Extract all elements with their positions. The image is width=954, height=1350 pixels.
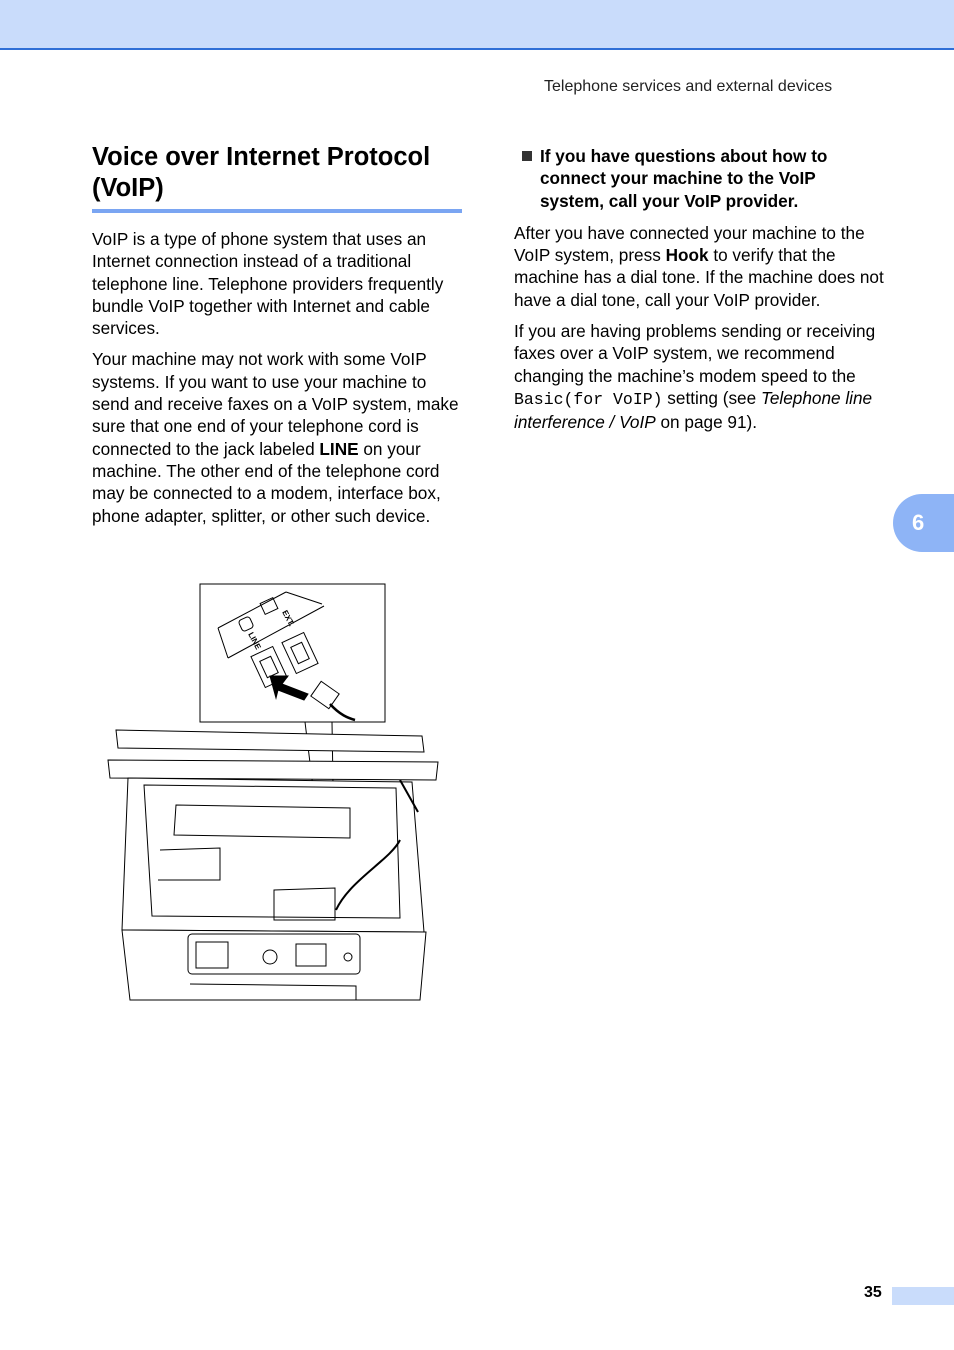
chapter-tab: 6 (893, 494, 954, 552)
page-number: 35 (864, 1284, 882, 1301)
paragraph-text: to verify that the machine has a dial tone. If the machine does not have a dial tone, call your VoIP provider. (514, 245, 884, 310)
machine-body (122, 778, 424, 932)
machine-top-edge (108, 760, 438, 780)
paragraph-text: setting (see (662, 387, 761, 408)
bullet-square-icon (522, 151, 532, 161)
top-band (0, 0, 954, 50)
paragraph-text: After you have connected your machine to the VoIP system, press (514, 222, 865, 266)
cross-reference-link[interactable]: Telephone line interference / VoIP (514, 387, 873, 433)
paragraph-line-jack (92, 348, 462, 526)
setting-name: Basic(for VoIP) (514, 389, 663, 409)
running-header: Telephone services and external devices (544, 78, 833, 95)
control-panel (122, 930, 426, 1000)
hook-label-bold: Hook (665, 245, 709, 266)
illustration-svg (100, 580, 445, 1010)
left-column (92, 142, 462, 527)
machine-line-jack-illustration (100, 580, 445, 1010)
line-label-bold: LINE (319, 438, 359, 459)
paragraph-voip-definition: VoIP is a type of phone system that uses an Internet connection instead of a traditional telephone line. Telephone providers frequently bundle VoIP together with Internet and cable services. (92, 229, 444, 339)
page-number-bar (892, 1287, 954, 1305)
right-column (514, 145, 884, 434)
paragraph-dial-tone (514, 222, 884, 311)
jack-label-line: LINE (246, 630, 263, 652)
paragraph-text: on your machine. The other end of the telephone cord may be connected to a modem, interface box, phone adapter, splitter, or other such device. (92, 438, 441, 526)
section-title: Voice over Internet Protocol (VoIP) (92, 142, 462, 213)
scanner-lid (116, 730, 424, 752)
paragraph-text: If you are having problems sending or receiving faxes over a VoIP system, we recommend changing the machine’s modem speed to the (514, 321, 876, 386)
jack-label-ext: EXT. (280, 608, 297, 628)
zoom-callout-box (200, 584, 385, 722)
paragraph-text: on page 91). (655, 412, 758, 433)
bullet-heading-text: If you have questions about how to connect your machine to the VoIP system, call your VoIP provider. (540, 146, 828, 211)
bullet-heading (514, 145, 884, 212)
paragraph-text: Your machine may not work with some VoIP systems. If you want to use your machine to send and receive faxes on a VoIP system, make sure that one end of your telephone cord is connected to the jack labeled (92, 349, 459, 459)
paragraph-modem-speed (514, 320, 884, 433)
